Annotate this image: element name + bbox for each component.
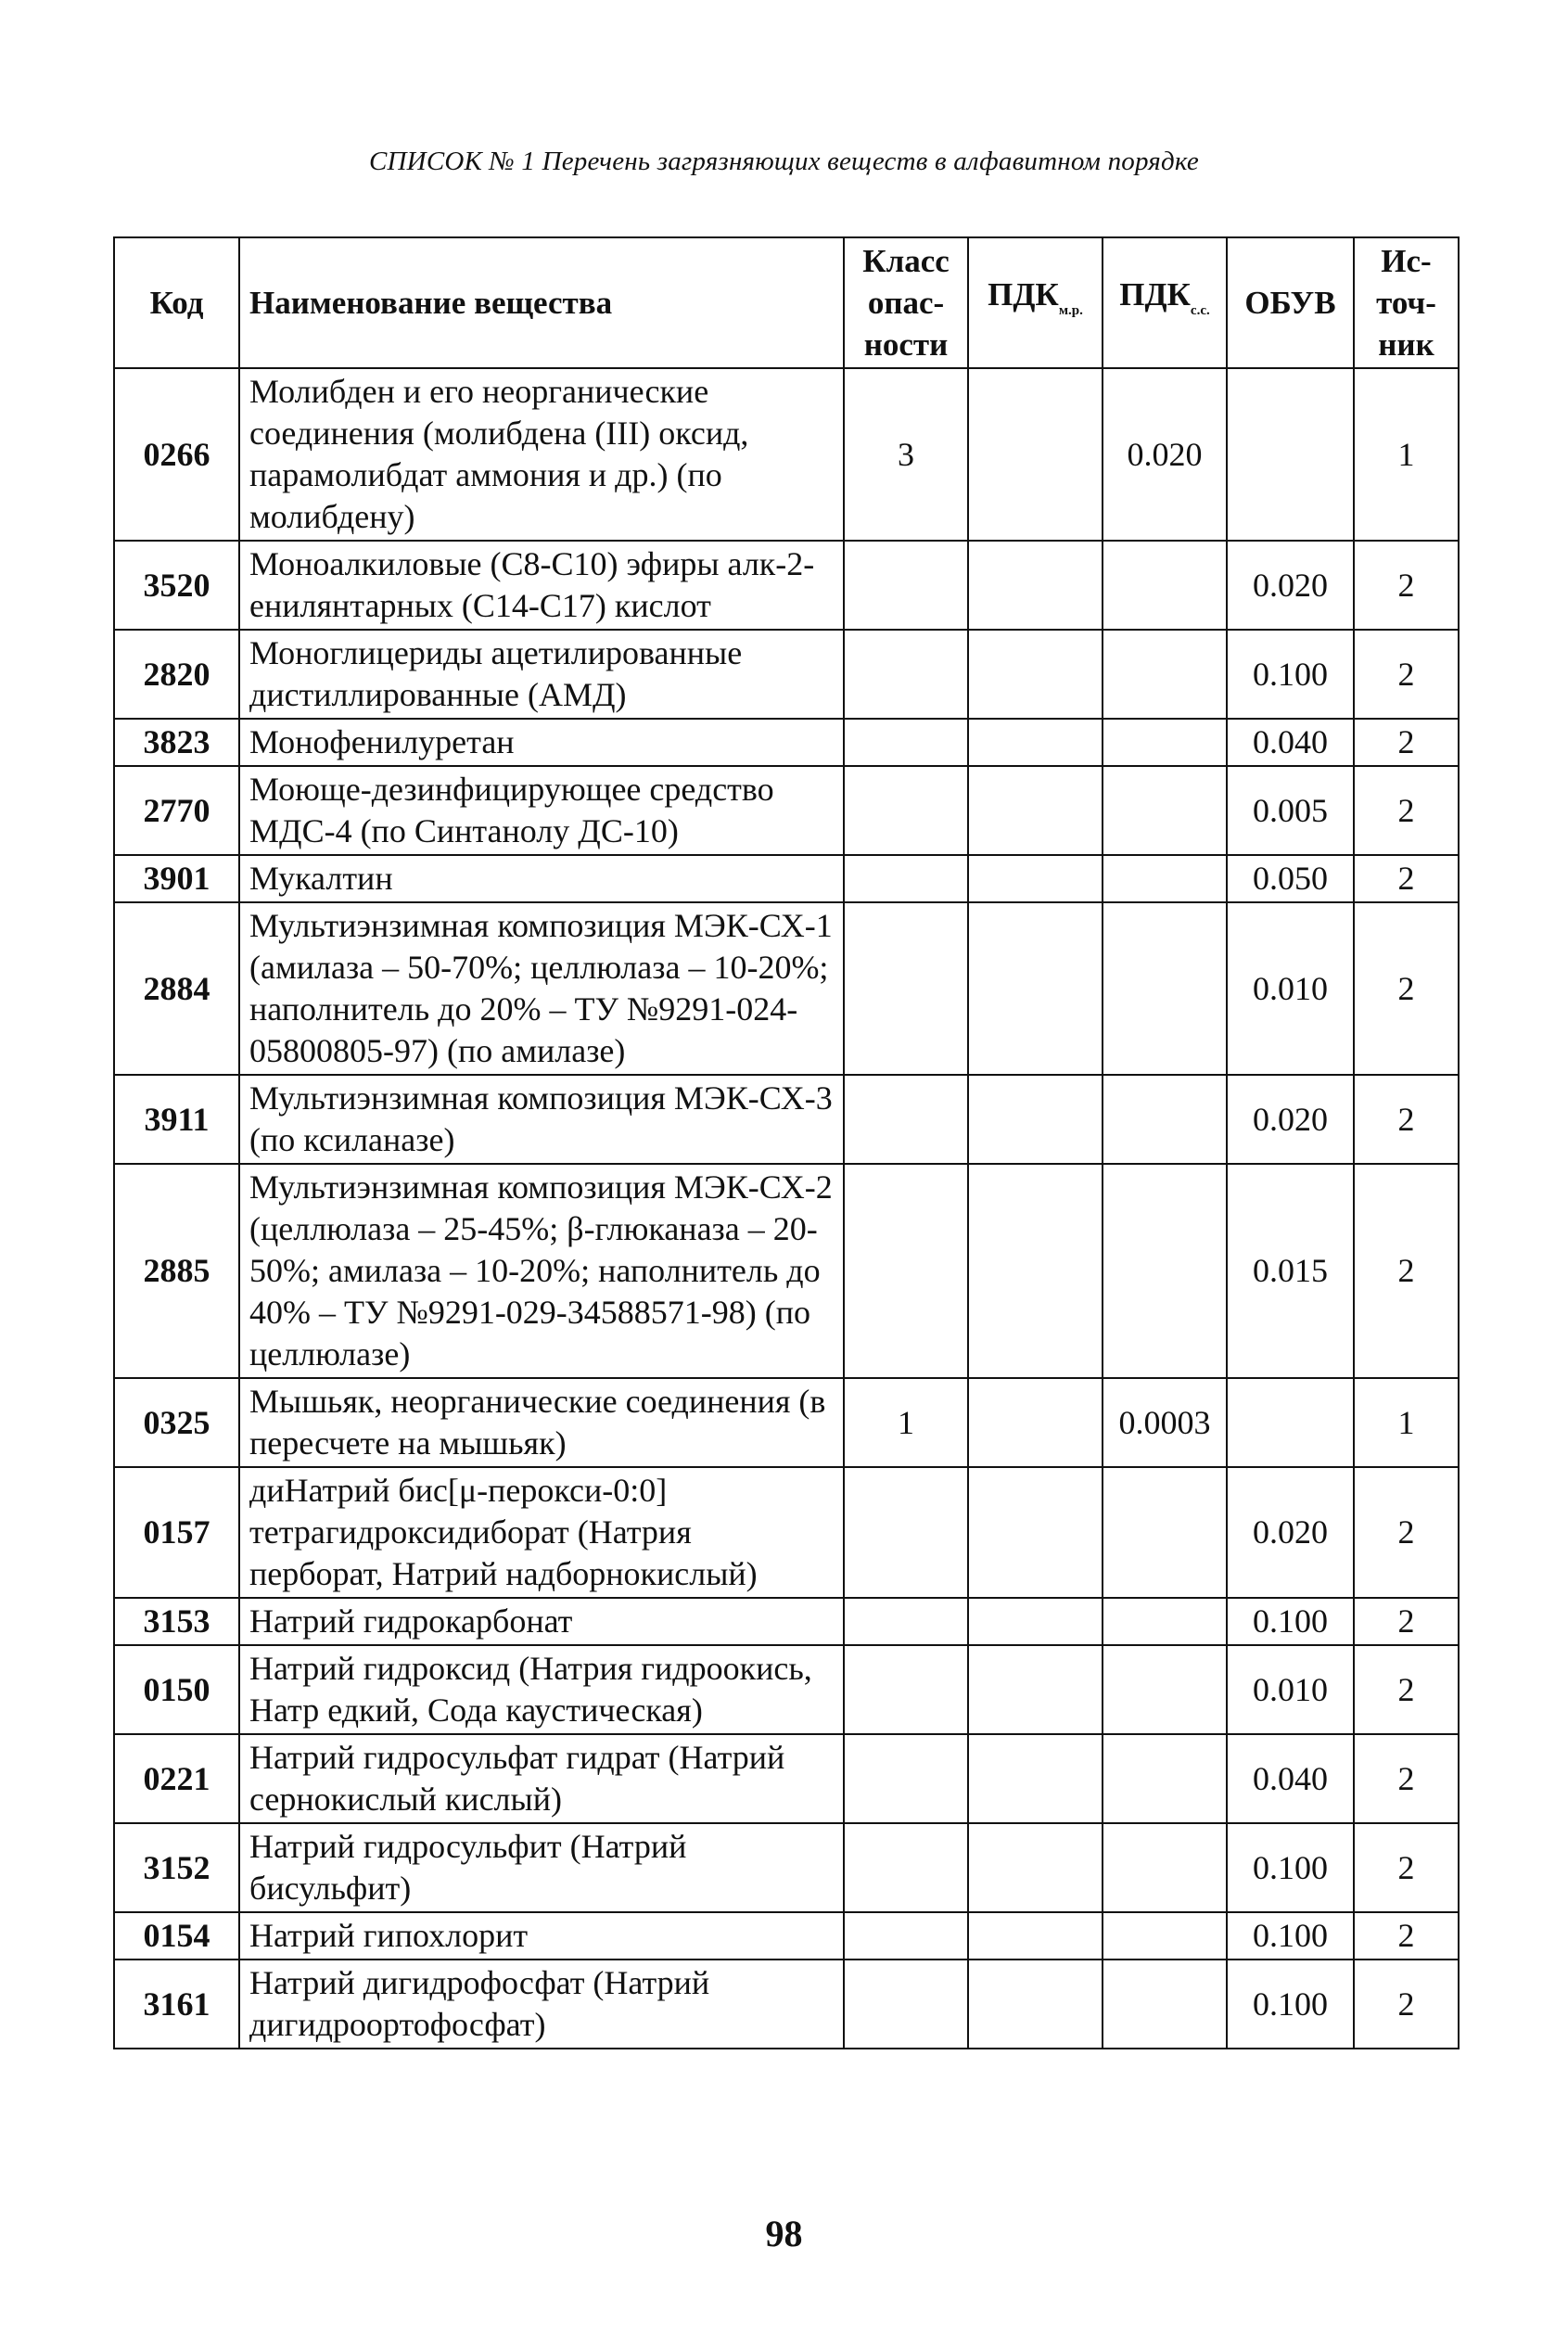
header-hazard-class-line1: Класс <box>862 243 950 279</box>
cell-source: 2 <box>1354 719 1459 766</box>
table-row <box>114 1734 1459 1823</box>
cell-code: 0221 <box>114 1734 239 1823</box>
page-number: 98 <box>765 2213 803 2254</box>
cell-name: Натрий гидроксид (Натрия гидроокись, Натр едкий, Сода каустическая) <box>239 1645 844 1734</box>
cell-obuv: 0.100 <box>1227 1912 1354 1960</box>
cell-obuv: 0.100 <box>1227 1823 1354 1912</box>
cell-hazard-class: 1 <box>844 1378 968 1467</box>
cell-code: 3911 <box>114 1075 239 1164</box>
cell-pdk-ss <box>1103 1645 1227 1734</box>
cell-name: Моноглицериды ацетилированные дистиллированные (АМД) <box>239 630 844 719</box>
cell-pdk-ss <box>1103 1075 1227 1164</box>
cell-pdk-ss <box>1103 1734 1227 1823</box>
cell-pdk-mr <box>968 541 1103 630</box>
cell-hazard-class <box>844 541 968 630</box>
cell-source: 2 <box>1354 630 1459 719</box>
cell-code: 3152 <box>114 1823 239 1912</box>
table-row <box>114 541 1459 630</box>
cell-hazard-class <box>844 1075 968 1164</box>
cell-code: 3161 <box>114 1960 239 2049</box>
cell-name: Натрий дигидрофосфат (Натрий дигидроортофосфат) <box>239 1960 844 2049</box>
cell-hazard-class <box>844 1598 968 1645</box>
cell-pdk-ss <box>1103 541 1227 630</box>
table-row <box>114 1378 1459 1467</box>
cell-name: Мукалтин <box>239 855 844 902</box>
cell-name: Мультиэнзимная композиция МЭК-СХ-3 (по ксиланазе) <box>239 1075 844 1164</box>
cell-code: 2884 <box>114 902 239 1075</box>
cell-pdk-mr <box>968 1912 1103 1960</box>
cell-code: 3823 <box>114 719 239 766</box>
cell-name: Мышьяк, неорганические соединения (в пересчете на мышьяк) <box>239 1378 844 1467</box>
cell-code: 0154 <box>114 1912 239 1960</box>
cell-code: 2820 <box>114 630 239 719</box>
header-pdk-ss <box>1103 237 1227 368</box>
cell-code: 3520 <box>114 541 239 630</box>
cell-source: 2 <box>1354 1467 1459 1598</box>
cell-pdk-ss <box>1103 766 1227 855</box>
cell-hazard-class <box>844 902 968 1075</box>
table-row <box>114 1912 1459 1960</box>
cell-code: 0266 <box>114 368 239 541</box>
cell-source: 1 <box>1354 368 1459 541</box>
cell-pdk-ss <box>1103 630 1227 719</box>
cell-pdk-mr <box>968 766 1103 855</box>
cell-source: 2 <box>1354 766 1459 855</box>
cell-code: 2885 <box>114 1164 239 1378</box>
cell-obuv: 0.040 <box>1227 719 1354 766</box>
cell-code: 2770 <box>114 766 239 855</box>
cell-source: 2 <box>1354 1823 1459 1912</box>
header-source <box>1354 237 1459 368</box>
header-obuv: ОБУВ <box>1227 237 1354 368</box>
table-row <box>114 1164 1459 1378</box>
table-row <box>114 1823 1459 1912</box>
cell-hazard-class <box>844 1467 968 1598</box>
header-name: Наименование вещества <box>239 237 844 368</box>
cell-code: 0150 <box>114 1645 239 1734</box>
cell-hazard-class <box>844 766 968 855</box>
header-pdk-ss-sub: с.с. <box>1190 303 1210 318</box>
cell-obuv <box>1227 368 1354 541</box>
cell-source: 2 <box>1354 1912 1459 1960</box>
cell-obuv: 0.020 <box>1227 541 1354 630</box>
cell-pdk-mr <box>968 855 1103 902</box>
cell-pdk-ss <box>1103 1598 1227 1645</box>
cell-code: 3901 <box>114 855 239 902</box>
cell-pdk-ss <box>1103 902 1227 1075</box>
cell-code: 3153 <box>114 1598 239 1645</box>
cell-pdk-ss <box>1103 1960 1227 2049</box>
cell-source: 2 <box>1354 541 1459 630</box>
table-row <box>114 766 1459 855</box>
cell-hazard-class <box>844 1164 968 1378</box>
cell-obuv: 0.010 <box>1227 1645 1354 1734</box>
cell-source: 2 <box>1354 902 1459 1075</box>
cell-name: Мультиэнзимная композиция МЭК-СХ-2 (целлюлаза – 25-45%; β-глюканаза – 20-50%; амилаза – 10-20%; наполнитель до 40% – ТУ №9291-029-34588571-98) (по целлюлазе) <box>239 1164 844 1378</box>
cell-name: Мультиэнзимная композиция МЭК-СХ-1 (амилаза – 50-70%; целлюлаза – 10-20%; наполнитель до 20% – ТУ №9291-024-05800805-97) (по амилазе) <box>239 902 844 1075</box>
cell-pdk-mr <box>968 902 1103 1075</box>
cell-source: 2 <box>1354 1075 1459 1164</box>
header-source-line3: ник <box>1378 326 1434 363</box>
cell-pdk-mr <box>968 1467 1103 1598</box>
cell-pdk-mr <box>968 368 1103 541</box>
header-pdk-mr-sub: м.р. <box>1058 303 1083 318</box>
cell-pdk-mr <box>968 1645 1103 1734</box>
cell-hazard-class <box>844 1734 968 1823</box>
table-header-row <box>114 237 1459 368</box>
header-hazard-class-line2: опас- <box>867 285 945 321</box>
table-row <box>114 1467 1459 1598</box>
cell-obuv: 0.100 <box>1227 630 1354 719</box>
cell-pdk-mr <box>968 1960 1103 2049</box>
table-row <box>114 902 1459 1075</box>
header-code: Код <box>114 237 239 368</box>
header-pdk-ss-label: ПДК <box>1119 276 1191 313</box>
cell-name: Монофенилуретан <box>239 719 844 766</box>
cell-name: Натрий гидросульфит (Натрий бисульфит) <box>239 1823 844 1912</box>
cell-source: 2 <box>1354 1598 1459 1645</box>
cell-hazard-class <box>844 1823 968 1912</box>
table-row <box>114 1075 1459 1164</box>
header-hazard-class <box>844 237 968 368</box>
cell-source: 2 <box>1354 1734 1459 1823</box>
cell-pdk-ss: 0.0003 <box>1103 1378 1227 1467</box>
cell-source: 2 <box>1354 855 1459 902</box>
cell-pdk-ss <box>1103 1912 1227 1960</box>
table-row <box>114 368 1459 541</box>
cell-code: 0325 <box>114 1378 239 1467</box>
header-pdk-mr <box>968 237 1103 368</box>
header-source-line2: точ- <box>1376 285 1436 321</box>
cell-obuv: 0.015 <box>1227 1164 1354 1378</box>
table-row <box>114 1645 1459 1734</box>
cell-pdk-ss <box>1103 1164 1227 1378</box>
cell-hazard-class <box>844 855 968 902</box>
cell-hazard-class <box>844 1960 968 2049</box>
table-row <box>114 719 1459 766</box>
header-pdk-mr-label: ПДК <box>988 276 1059 313</box>
cell-obuv: 0.100 <box>1227 1598 1354 1645</box>
cell-name: Натрий гипохлорит <box>239 1912 844 1960</box>
cell-pdk-mr <box>968 1823 1103 1912</box>
cell-source: 2 <box>1354 1645 1459 1734</box>
cell-hazard-class: 3 <box>844 368 968 541</box>
cell-pdk-ss <box>1103 1467 1227 1598</box>
cell-name: Моноалкиловые (C8-C10) эфиры алк-2-енилянтарных (C14-C17) кислот <box>239 541 844 630</box>
cell-pdk-mr <box>968 1598 1103 1645</box>
cell-name: Натрий гидрокарбонат <box>239 1598 844 1645</box>
cell-pdk-mr <box>968 1164 1103 1378</box>
cell-pdk-ss <box>1103 719 1227 766</box>
cell-hazard-class <box>844 630 968 719</box>
cell-pdk-ss <box>1103 855 1227 902</box>
cell-obuv: 0.100 <box>1227 1960 1354 2049</box>
cell-hazard-class <box>844 719 968 766</box>
cell-pdk-mr <box>968 630 1103 719</box>
cell-source: 2 <box>1354 1164 1459 1378</box>
table-row <box>114 1598 1459 1645</box>
cell-obuv: 0.010 <box>1227 902 1354 1075</box>
cell-pdk-mr <box>968 1075 1103 1164</box>
cell-obuv: 0.020 <box>1227 1075 1354 1164</box>
cell-obuv <box>1227 1378 1354 1467</box>
cell-name: Натрий гидросульфат гидрат (Натрий сернокислый кислый) <box>239 1734 844 1823</box>
cell-hazard-class <box>844 1645 968 1734</box>
cell-name: Молибден и его неорганические соединения (молибдена (III) оксид, парамолибдат аммония и др.) (по молибдену) <box>239 368 844 541</box>
cell-obuv: 0.050 <box>1227 855 1354 902</box>
header-source-line1: Ис- <box>1381 243 1432 279</box>
cell-code: 0157 <box>114 1467 239 1598</box>
cell-pdk-mr <box>968 719 1103 766</box>
cell-obuv: 0.005 <box>1227 766 1354 855</box>
table-row <box>114 855 1459 902</box>
cell-pdk-ss <box>1103 1823 1227 1912</box>
substances-table <box>113 236 1460 2049</box>
cell-obuv: 0.020 <box>1227 1467 1354 1598</box>
table-row <box>114 1960 1459 2049</box>
cell-pdk-mr <box>968 1734 1103 1823</box>
cell-hazard-class <box>844 1912 968 1960</box>
cell-source: 2 <box>1354 1960 1459 2049</box>
cell-obuv: 0.040 <box>1227 1734 1354 1823</box>
page-header: СПИСОК № 1 Перечень загрязняющих веществ в алфавитном порядке <box>369 147 1199 176</box>
cell-name: Моюще-дезинфицирующее средство МДС-4 (по Синтанолу ДС-10) <box>239 766 844 855</box>
cell-source: 1 <box>1354 1378 1459 1467</box>
cell-pdk-ss: 0.020 <box>1103 368 1227 541</box>
cell-pdk-mr <box>968 1378 1103 1467</box>
header-hazard-class-line3: ности <box>863 326 949 363</box>
cell-name: диНатрий бис[μ-перокси-0:0] тетрагидроксидиборат (Натрия перборат, Натрий надборнокислый) <box>239 1467 844 1598</box>
table-row <box>114 630 1459 719</box>
